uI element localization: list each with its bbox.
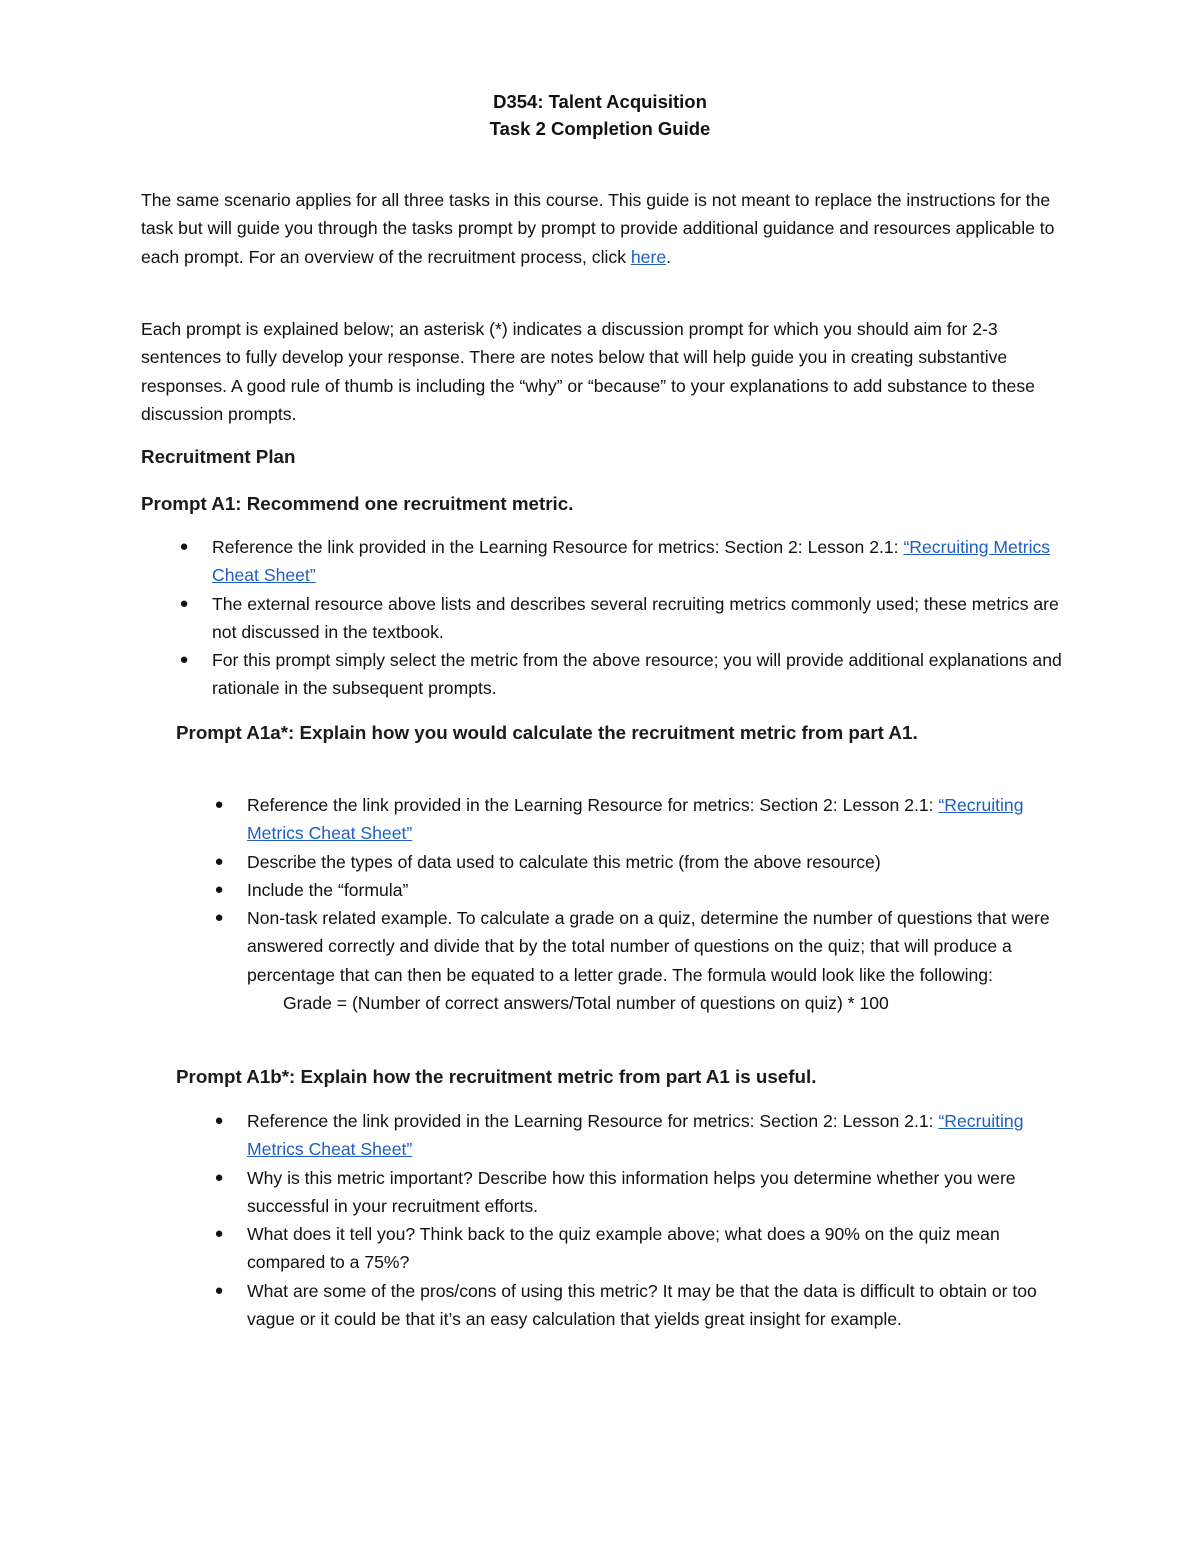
section-heading-recruitment-plan: Recruitment Plan: [141, 446, 296, 467]
bullet-icon: ●: [214, 1225, 224, 1243]
list-item-text: Reference the link provided in the Learning Resource for metrics: Section 2: Lesson 2.1:: [247, 795, 939, 815]
intro-paragraph-1-text: The same scenario applies for all three tasks in this course. This guide is not meant to replace the instructions for the task but will guide you through the tasks prompt by prompt to provide additional guidance and resources applicable to each prompt. For an overview of the recruitment process, click: [141, 190, 1055, 267]
list-item-text: What does it tell you? Think back to the quiz example above; what does a 90% on the quiz mean compared to a 75%?: [247, 1224, 1000, 1273]
list-item: [176, 904, 1066, 1017]
intro-paragraph-1-end: .: [666, 246, 671, 267]
prompt-a1b-heading: Prompt A1b*: Explain how the recruitment metric from part A1 is useful.: [176, 1066, 817, 1087]
grade-formula: Grade = (Number of correct answers/Total number of questions on quiz) * 100: [283, 993, 889, 1014]
intro-paragraph-1: [141, 186, 1061, 271]
list-item: [176, 1164, 1066, 1221]
list-item-text: Non-task related example. To calculate a grade on a quiz, determine the number of questions that were answered correctly and divide that by the total number of questions on the quiz; that will produce a percentage that can then be equated to a letter grade. The formula would look like the following:: [247, 908, 1050, 985]
list-item: [141, 590, 1066, 647]
prompt-a1-heading: Prompt A1: Recommend one recruitment metric.: [141, 493, 574, 514]
list-item: [141, 646, 1066, 703]
list-item: [141, 533, 1066, 590]
list-item-text: Why is this metric important? Describe how this information helps you determine whether you were successful in your recruitment efforts.: [247, 1167, 1016, 1216]
list-item: [176, 1107, 1066, 1164]
prompt-a1a-heading: Prompt A1a*: Explain how you would calculate the recruitment metric from part A1.: [176, 722, 918, 743]
bullet-icon: ●: [214, 909, 224, 927]
recruiting-metrics-cheat-sheet-link[interactable]: “Recruiting Metrics Cheat Sheet”: [247, 795, 1024, 844]
bullet-icon: ●: [214, 880, 224, 898]
list-item: [176, 791, 1066, 848]
bullet-icon: ●: [214, 796, 224, 813]
bullet-icon: ●: [179, 594, 189, 612]
list-item: [176, 848, 1066, 876]
document-subtitle: Task 2 Completion Guide: [489, 118, 711, 139]
prompt-a1-list: [141, 533, 1066, 703]
list-item-text: Reference the link provided in the Learning Resource for metrics: Section 2: Lesson 2.1:: [247, 1111, 939, 1131]
bullet-icon: ●: [179, 538, 189, 555]
bullet-icon: ●: [214, 1168, 224, 1186]
document-title: D354: Talent Acquisition: [493, 91, 707, 112]
list-item-text: The external resource above lists and describes several recruiting metrics commonly used; these metrics are not discussed in the textbook.: [212, 593, 1059, 642]
prompt-a1a-list: [176, 791, 1066, 1017]
bullet-icon: ●: [179, 651, 189, 669]
list-item: [176, 876, 1066, 904]
list-item: [176, 1220, 1066, 1277]
list-item-text: Include the “formula”: [247, 879, 409, 900]
recruitment-overview-link[interactable]: here: [630, 246, 667, 267]
prompt-a1b-list: [176, 1107, 1066, 1333]
list-item-text: What are some of the pros/cons of using this metric? It may be that the data is difficult to obtain or too vague or it could be that it’s an easy calculation that yields great insight for example.: [247, 1280, 1037, 1330]
bullet-icon: ●: [214, 1112, 224, 1129]
list-item-text: For this prompt simply select the metric from the above resource; you will provide additional explanations and rationale in the subsequent prompts.: [212, 650, 1062, 699]
recruiting-metrics-cheat-sheet-link[interactable]: “Recruiting Metrics Cheat Sheet”: [247, 1111, 1024, 1160]
list-item: [176, 1277, 1066, 1334]
bullet-icon: ●: [214, 1281, 224, 1299]
bullet-icon: ●: [214, 852, 224, 870]
intro-paragraph-2: Each prompt is explained below; an asterisk (*) indicates a discussion prompt for which you should aim for 2-3 sentences to fully develop your response. There are notes below that will help guide you in creating substantive responses. A good rule of thumb is including the “why” or “because” to your explanations to add substance to these discussion prompts.: [141, 319, 1035, 424]
list-item-text: Reference the link provided in the Learning Resource for metrics: Section 2: Lesson 2.1:: [212, 537, 904, 557]
recruiting-metrics-cheat-sheet-link[interactable]: “Recruiting Metrics Cheat Sheet”: [212, 537, 1051, 586]
list-item-text: Describe the types of data used to calculate this metric (from the above resource): [247, 851, 881, 872]
